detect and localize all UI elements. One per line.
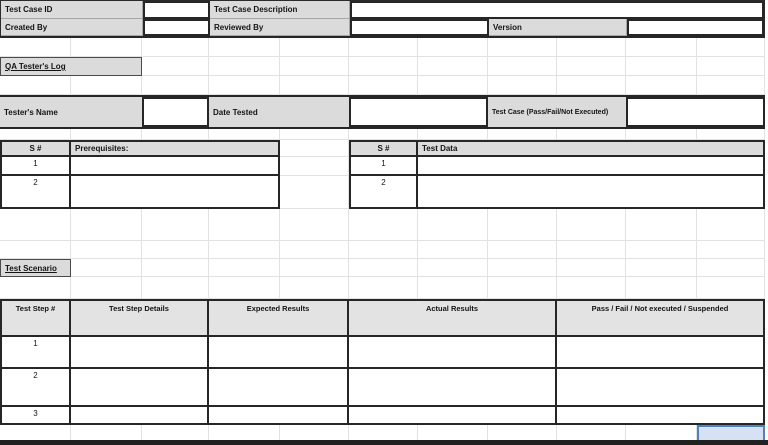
sheet-cell[interactable]: [142, 38, 209, 57]
sheet-cell[interactable]: [280, 241, 349, 259]
prerequisites-title: Prerequisites:: [71, 142, 280, 157]
test-data-title: Test Data: [418, 142, 765, 157]
sheet-cell[interactable]: [209, 241, 280, 259]
sheet-cell[interactable]: [142, 209, 209, 241]
blank-row: [0, 38, 765, 57]
sheet-cell[interactable]: [349, 241, 418, 259]
step-1-result-input[interactable]: [557, 337, 765, 369]
test-step-row: [2, 337, 765, 369]
date-tested-label: Date Tested: [213, 107, 258, 117]
test-data-row: [351, 157, 765, 176]
sheet-cell[interactable]: [488, 241, 557, 259]
sheet-cell[interactable]: [71, 259, 142, 277]
sheet-cell[interactable]: [209, 259, 280, 277]
top-block: [0, 0, 765, 38]
sheet-cell[interactable]: [71, 76, 142, 95]
test-steps-table: [0, 299, 765, 425]
sheet-cell[interactable]: [0, 277, 71, 299]
test-step-row: [2, 407, 765, 425]
sheet-cell[interactable]: [488, 57, 557, 76]
created-by-input[interactable]: [143, 19, 210, 36]
test-case-description-input[interactable]: [350, 1, 764, 19]
blank-row: [0, 129, 765, 140]
sheet-cell[interactable]: [488, 129, 557, 140]
sheet-cell[interactable]: [557, 129, 626, 140]
prerequisites-input-1[interactable]: [71, 157, 280, 176]
sheet-cell[interactable]: [0, 129, 71, 140]
sheet-cell[interactable]: [626, 129, 697, 140]
sheet-cell[interactable]: [626, 209, 697, 241]
sheet-cell[interactable]: [626, 57, 697, 76]
sheet-cell[interactable]: [142, 277, 209, 299]
sheet-cell[interactable]: [697, 57, 765, 76]
prerequisites-table: [0, 140, 280, 209]
sheet-cell[interactable]: [349, 76, 418, 95]
blank-row: [0, 241, 765, 259]
row-test-scenario: [0, 259, 765, 277]
sheet-cell[interactable]: [142, 76, 209, 95]
qa-testers-log-title: QA Tester's Log: [0, 57, 142, 76]
sheet-cell[interactable]: [280, 76, 349, 95]
step-2-actual-input[interactable]: [349, 369, 557, 407]
step-2-result-input[interactable]: [557, 369, 765, 407]
sheet-cell[interactable]: [697, 76, 765, 95]
sheet-cell[interactable]: [488, 76, 557, 95]
test-data-input-1[interactable]: [418, 157, 765, 176]
date-tested-input[interactable]: [349, 97, 488, 127]
prerequisites-row: [2, 157, 280, 176]
sheet-cell[interactable]: [349, 57, 418, 76]
sheet-cell[interactable]: [697, 259, 765, 277]
sheet-cell[interactable]: [349, 277, 418, 299]
test-data-input-2[interactable]: [418, 176, 765, 209]
sheet-cell[interactable]: [418, 38, 488, 57]
prerequisites-row-number: 1: [2, 157, 71, 176]
sheet-cell[interactable]: [142, 129, 209, 140]
sheet-cell[interactable]: [697, 277, 765, 299]
step-1-expected-input[interactable]: [209, 337, 349, 369]
blank-row: [0, 209, 765, 241]
reviewed-by-label: Reviewed By: [210, 19, 350, 36]
test-data-row-number: 2: [351, 176, 418, 209]
sheet-cell[interactable]: [209, 129, 280, 140]
sheet-cell[interactable]: [418, 277, 488, 299]
sheet-cell[interactable]: [557, 259, 626, 277]
step-2-details-input[interactable]: [71, 369, 209, 407]
sheet-cell[interactable]: [349, 259, 418, 277]
sheet-cell[interactable]: [280, 140, 349, 157]
sheet-cell[interactable]: [209, 38, 280, 57]
sheet-cell[interactable]: [626, 259, 697, 277]
sheet-cell[interactable]: [697, 241, 765, 259]
sheet-cell[interactable]: [349, 129, 418, 140]
row-tester: [0, 95, 765, 129]
sheet-cell[interactable]: [209, 277, 280, 299]
sheet-cell[interactable]: [697, 38, 765, 57]
prerequisites-row-number: 2: [2, 176, 71, 209]
test-data-row-number: 1: [351, 157, 418, 176]
sheet-cell[interactable]: [626, 38, 697, 57]
sheet-cell[interactable]: [71, 277, 142, 299]
sheet-cell[interactable]: [418, 209, 488, 241]
sheet-cell[interactable]: [557, 209, 626, 241]
sheet-cell[interactable]: [697, 209, 765, 241]
sheet-cell[interactable]: [280, 129, 349, 140]
test-case-id-label: Test Case ID: [1, 1, 143, 19]
step-3-result-input[interactable]: [557, 407, 765, 425]
testers-name-input[interactable]: [142, 97, 209, 127]
sheet-cell[interactable]: [418, 57, 488, 76]
window-edge-bar: [0, 440, 768, 445]
sheet-cell[interactable]: [626, 241, 697, 259]
version-label: Version: [489, 19, 627, 36]
step-1-details-input[interactable]: [71, 337, 209, 369]
sheet-cell[interactable]: [488, 259, 557, 277]
sheet-cell[interactable]: [418, 241, 488, 259]
sheet-cell[interactable]: [557, 38, 626, 57]
col-header-test-step-number: Test Step #: [2, 301, 71, 337]
version-input[interactable]: [627, 19, 764, 36]
sheet-cell[interactable]: [71, 241, 142, 259]
sheet-cell[interactable]: [0, 241, 71, 259]
row-created-by: [1, 19, 764, 36]
test-case-result-label: Test Case (Pass/Fail/Not Executed): [492, 108, 609, 116]
sheet-cell[interactable]: [71, 129, 142, 140]
prerequisites-s-header: S #: [2, 142, 71, 157]
step-1-actual-input[interactable]: [349, 337, 557, 369]
sheet-cell[interactable]: [349, 38, 418, 57]
sheet-cell[interactable]: [142, 259, 209, 277]
sheet-cell[interactable]: [209, 209, 280, 241]
sheet-cell[interactable]: [0, 76, 71, 95]
sheet-cell[interactable]: [626, 277, 697, 299]
tables-row: [0, 140, 765, 209]
sheet-cell[interactable]: [557, 57, 626, 76]
sheet-cell[interactable]: [418, 76, 488, 95]
prerequisites-input-2[interactable]: [71, 176, 280, 209]
sheet-cell[interactable]: [0, 38, 71, 57]
blank-row: [0, 277, 765, 299]
sheet-cell[interactable]: [142, 57, 209, 76]
testers-name-label: Tester's Name: [4, 107, 58, 117]
sheet-cell[interactable]: [71, 38, 142, 57]
sheet-cell[interactable]: [280, 57, 349, 76]
col-header-test-step-details: Test Step Details: [71, 301, 209, 337]
sheet-cell[interactable]: [488, 277, 557, 299]
sheet-cell[interactable]: [557, 277, 626, 299]
reviewed-by-input[interactable]: [350, 19, 489, 36]
col-header-expected-results: Expected Results: [209, 301, 349, 337]
gap-column: [280, 140, 349, 209]
sheet-cell[interactable]: [697, 129, 765, 140]
test-scenario-title: Test Scenario: [0, 259, 71, 277]
sheet-cell[interactable]: [557, 241, 626, 259]
sheet-cell[interactable]: [209, 76, 280, 95]
row-test-case-id: [1, 1, 764, 19]
sheet-cell[interactable]: [280, 259, 349, 277]
step-2-expected-input[interactable]: [209, 369, 349, 407]
test-case-description-label: Test Case Description: [210, 1, 350, 19]
test-data-table: [349, 140, 765, 209]
sheet-cell[interactable]: [418, 129, 488, 140]
created-by-label: Created By: [1, 19, 143, 36]
test-case-result-input[interactable]: [626, 97, 765, 127]
sheet-cell[interactable]: [280, 176, 349, 209]
sheet-cell[interactable]: [280, 209, 349, 241]
sheet-cell[interactable]: [626, 76, 697, 95]
sheet-cell[interactable]: [280, 38, 349, 57]
test-step-number: 2: [2, 369, 71, 407]
step-3-actual-input[interactable]: [349, 407, 557, 425]
sheet-cell[interactable]: [557, 76, 626, 95]
sheet-cell[interactable]: [142, 241, 209, 259]
sheet-cell[interactable]: [280, 157, 349, 176]
sheet-cell[interactable]: [71, 209, 142, 241]
row-qa-log: [0, 57, 765, 76]
step-3-expected-input[interactable]: [209, 407, 349, 425]
test-steps-header-row: [2, 301, 765, 337]
test-step-number: 3: [2, 407, 71, 425]
test-data-row: [351, 176, 765, 209]
blank-row: [0, 76, 765, 95]
step-3-details-input[interactable]: [71, 407, 209, 425]
test-step-number: 1: [2, 337, 71, 369]
sheet-cell[interactable]: [209, 57, 280, 76]
sheet-cell[interactable]: [0, 209, 71, 241]
test-step-row: [2, 369, 765, 407]
col-header-actual-results: Actual Results: [349, 301, 557, 337]
col-header-pass-fail: Pass / Fail / Not executed / Suspended: [557, 301, 765, 337]
prerequisites-row: [2, 176, 280, 209]
sheet-cell[interactable]: [488, 209, 557, 241]
test-data-s-header: S #: [351, 142, 418, 157]
sheet-cell[interactable]: [280, 277, 349, 299]
sheet-cell[interactable]: [488, 38, 557, 57]
sheet-cell[interactable]: [349, 209, 418, 241]
sheet-cell[interactable]: [418, 259, 488, 277]
test-case-id-input[interactable]: [143, 1, 210, 19]
